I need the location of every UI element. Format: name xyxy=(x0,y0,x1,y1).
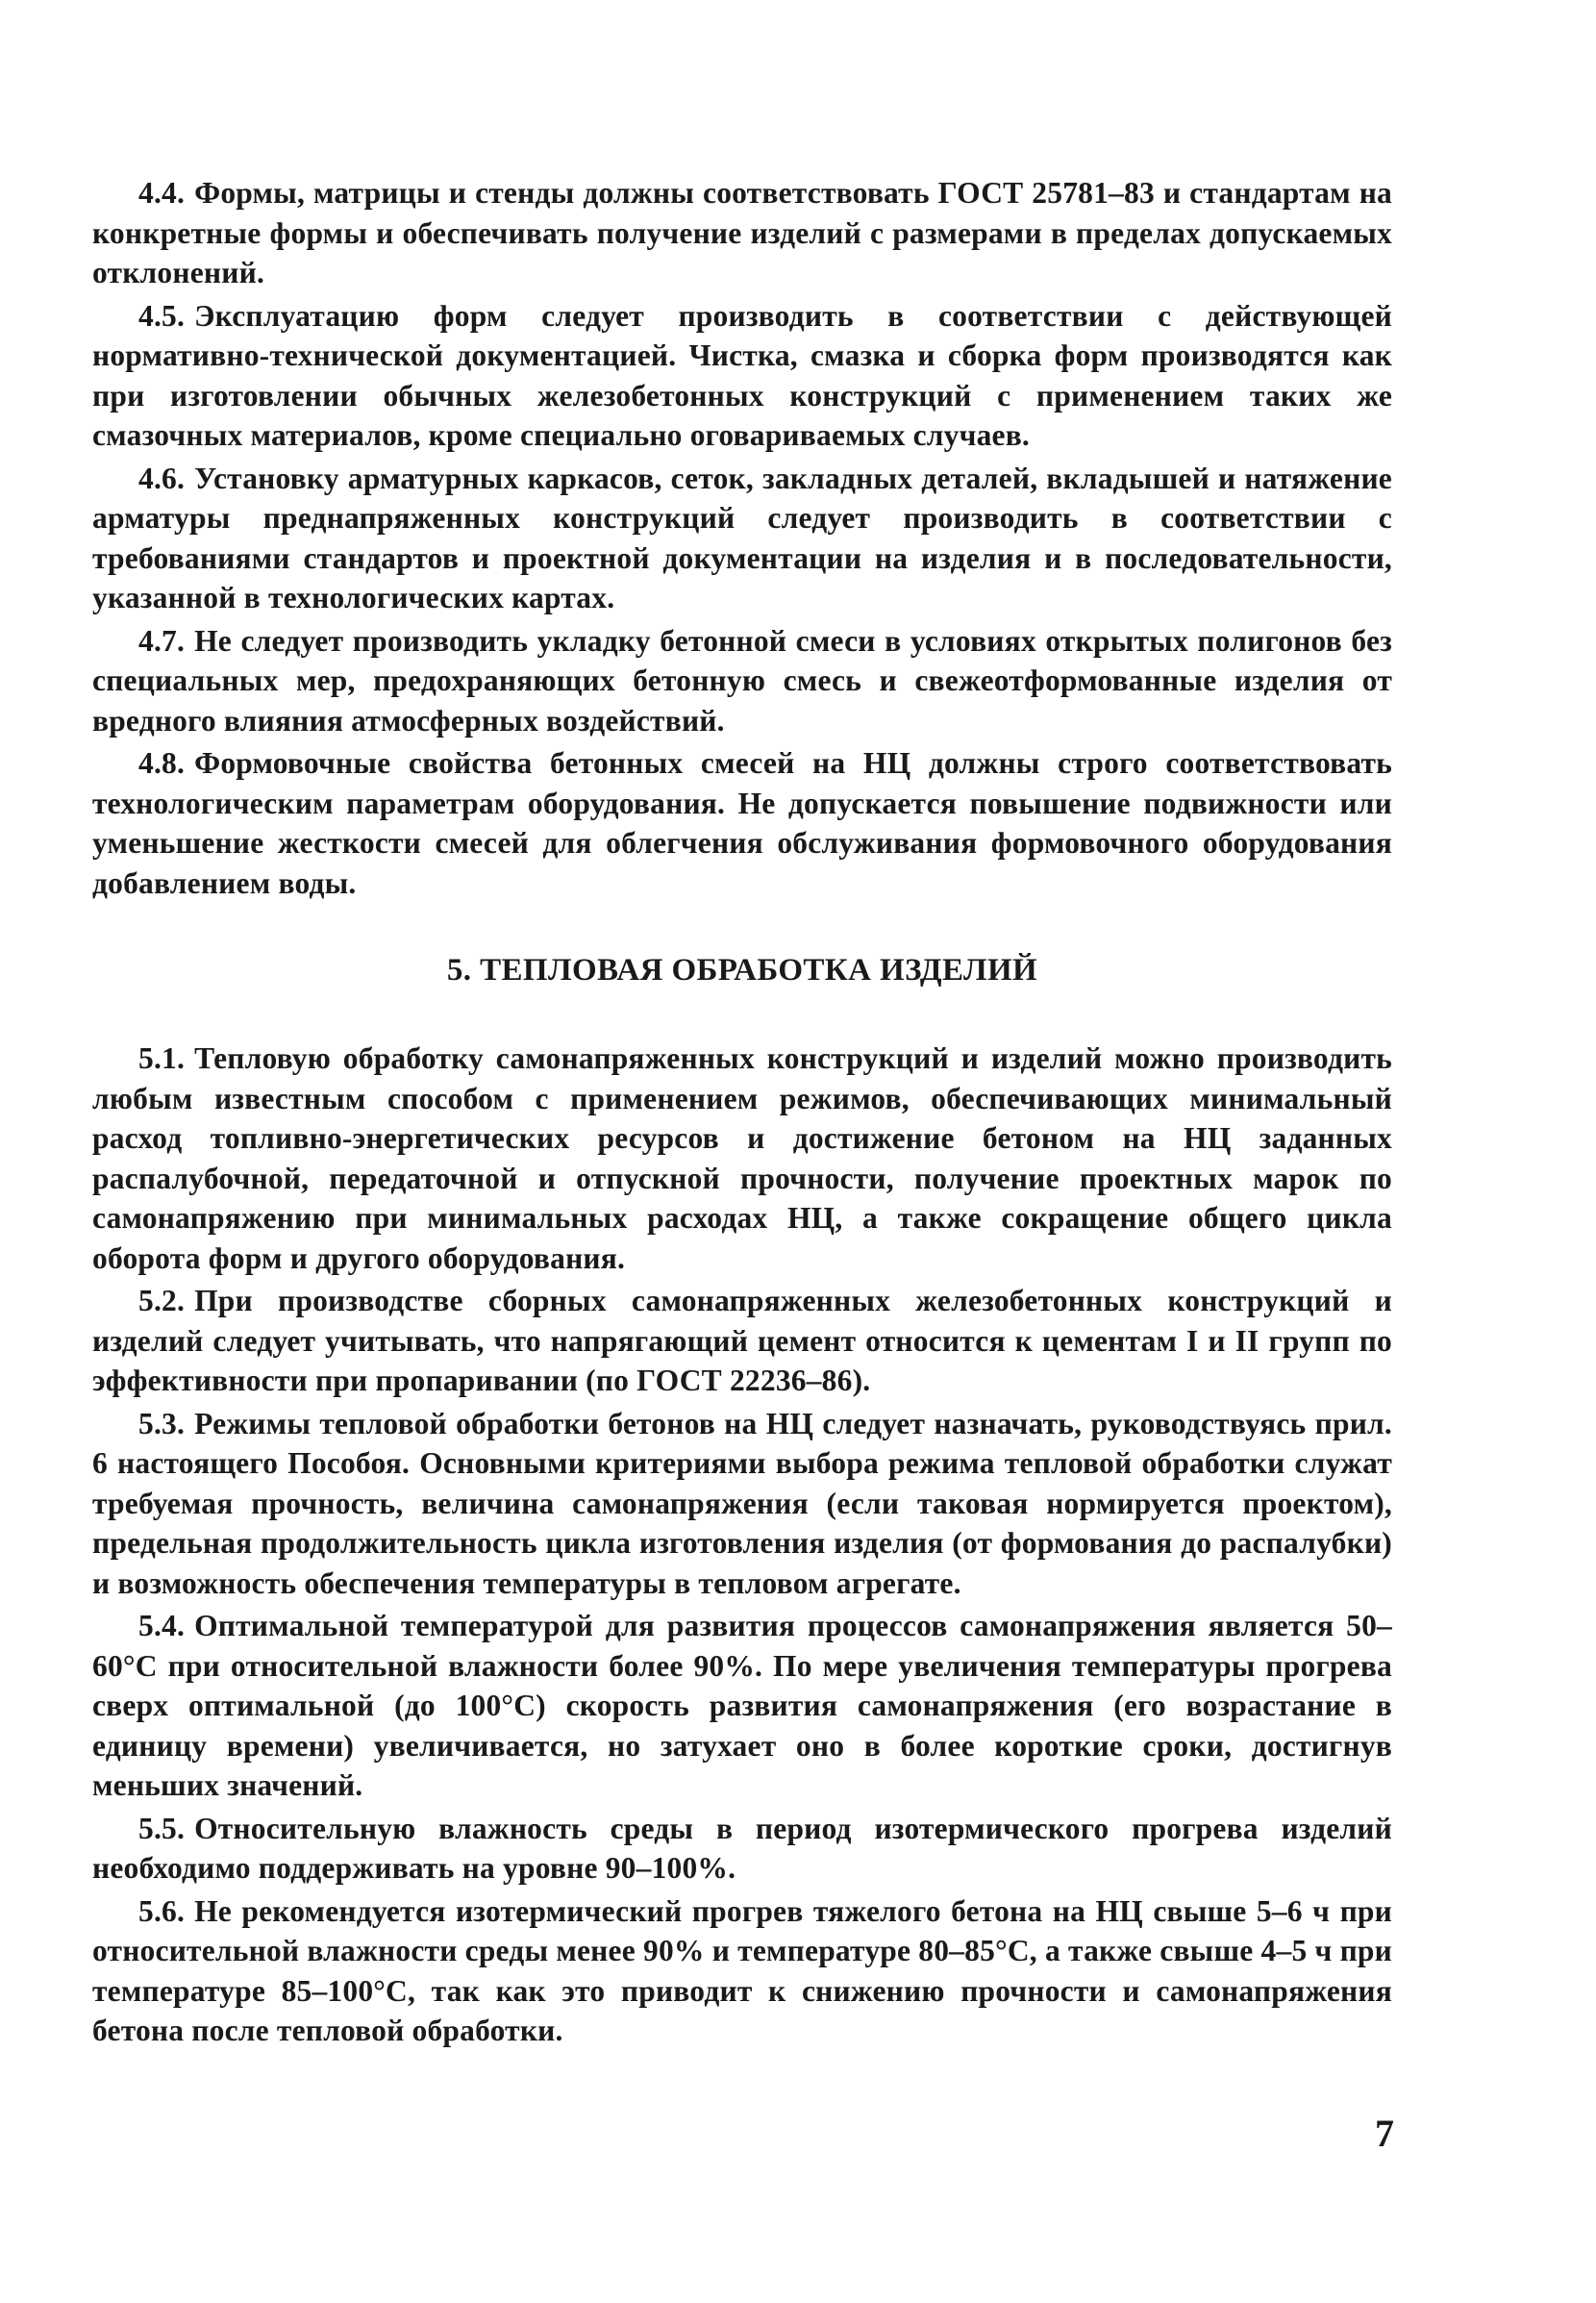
section-4-continued xyxy=(92,173,1392,903)
paragraph-text: Тепловую обработку самонапряженных конструкций и изделий можно производить любым известным способом с применением режимов, обеспечивающих минимальный расход топливно-энергетических ресурсов и достижение бетоном на НЦ заданных распалубочной, передаточной и отпускной прочности, получение проектных марок по самонапряжению при минимальных расходах НЦ, а также сокращение общего цикла оборота форм и другого оборудования. xyxy=(92,1041,1392,1275)
paragraph-5-1 xyxy=(92,1039,1392,1278)
paragraph-5-5 xyxy=(92,1809,1392,1889)
paragraph-number: 5.6. xyxy=(138,1893,186,1928)
section-5 xyxy=(92,1039,1392,2051)
paragraph-text: Эксплуатацию форм следует производить в соответствии с действующей нормативно-технической документацией. Чистка, смазка и сборка форм производятся как при изготовлении обычных железобетонных конструкций с применением таких же смазочных материалов, кроме специально оговариваемых случаев. xyxy=(92,298,1392,452)
paragraph-text: Формы, матрицы и стенды должны соответствовать ГОСТ 25781–83 и стандартам на конкретные формы и обеспечивать получение изделий с размерами в пределах допускаемых отклонений. xyxy=(92,176,1392,289)
paragraph-4-8 xyxy=(92,743,1392,903)
paragraph-number: 5.3. xyxy=(138,1406,186,1440)
paragraph-number: 4.7. xyxy=(138,623,186,658)
paragraph-number: 5.2. xyxy=(138,1284,186,1317)
paragraph-number: 4.8. xyxy=(138,746,186,780)
paragraph-4-6 xyxy=(92,459,1392,618)
paragraph-text: Относительную влажность среды в период изотермического прогрева изделий необходимо поддерживать на уровне 90–100%. xyxy=(92,1811,1392,1885)
paragraph-text: Режимы тепловой обработки бетонов на НЦ следует назначать, руководствуясь прил. 6 настоящего Пособоя. Основными критериями выбора режима тепловой обработки служат требуемая прочность, величина самонапряжения (если таковая нормируется проектом), предельная продолжительность цикла изготовления изделия (от формования до распалубки) и возможность обеспечения температуры в тепловом агрегате. xyxy=(92,1406,1392,1600)
paragraph-number: 5.1. xyxy=(138,1041,186,1075)
paragraph-text: Формовочные свойства бетонных смесей на НЦ должны строго соответствовать технологическим параметрам оборудования. Не допускается повышение подвижности или уменьшение жесткости смесей для облегчения обслуживания формовочного оборудования добавлением воды. xyxy=(92,746,1392,900)
page-number: 7 xyxy=(1375,2112,1394,2155)
paragraph-number: 4.6. xyxy=(138,461,186,495)
paragraph-4-5 xyxy=(92,296,1392,456)
section-5-heading: 5. ТЕПЛОВАЯ ОБРАБОТКА ИЗДЕЛИЙ xyxy=(446,953,1038,988)
paragraph-5-3 xyxy=(92,1404,1392,1604)
paragraph-5-6 xyxy=(92,1891,1392,2051)
paragraph-5-4 xyxy=(92,1606,1392,1806)
paragraph-text: Установку арматурных каркасов, сеток, закладных деталей, вкладышей и натяжение арматуры преднапряженных конструкций следует производить в соответствии с требованиями стандартов и проектной документации на изделия и в последовательности, указанной в технологических картах. xyxy=(92,461,1392,614)
paragraph-number: 4.4. xyxy=(138,176,186,210)
paragraph-4-4 xyxy=(92,173,1392,293)
paragraph-5-2 xyxy=(92,1281,1392,1401)
document-body xyxy=(92,173,1392,2054)
paragraph-number: 4.5. xyxy=(138,298,186,333)
paragraph-text: Не следует производить укладку бетонной смеси в условиях открытых полигонов без специальных мер, предохраняющих бетонную смесь и свежеотформованные изделия от вредного влияния атмосферных воздействий. xyxy=(92,623,1392,738)
paragraph-text: Не рекомендуется изотермический прогрев тяжелого бетона на НЦ свыше 5–6 ч при относительной влажности среды менее 90% и температуре 80–85°С, а также свыше 4–5 ч при температуре 85–100°С, так как это приводит к снижению прочности и самонапряжения бетона после тепловой обработки. xyxy=(92,1893,1392,2047)
paragraph-text: Оптимальной температурой для развития процессов самонапряжения является 50–60°С при относительной влажности более 90%. По мере увеличения температуры прогрева сверх оптимальной (до 100°С) скорость развития самонапряжения (его возрастание в единицу времени) увеличивается, но затухает оно в более короткие сроки, достигнув меньших значений. xyxy=(92,1609,1392,1802)
paragraph-number: 5.5. xyxy=(138,1811,186,1845)
paragraph-number: 5.4. xyxy=(138,1609,186,1642)
paragraph-text: При производстве сборных самонапряженных железобетонных конструкций и изделий следует учитывать, что напрягающий цемент относится к цементам I и II групп по эффективности при пропаривании (по ГОСТ 22236–86). xyxy=(92,1284,1392,1397)
paragraph-4-7 xyxy=(92,621,1392,741)
